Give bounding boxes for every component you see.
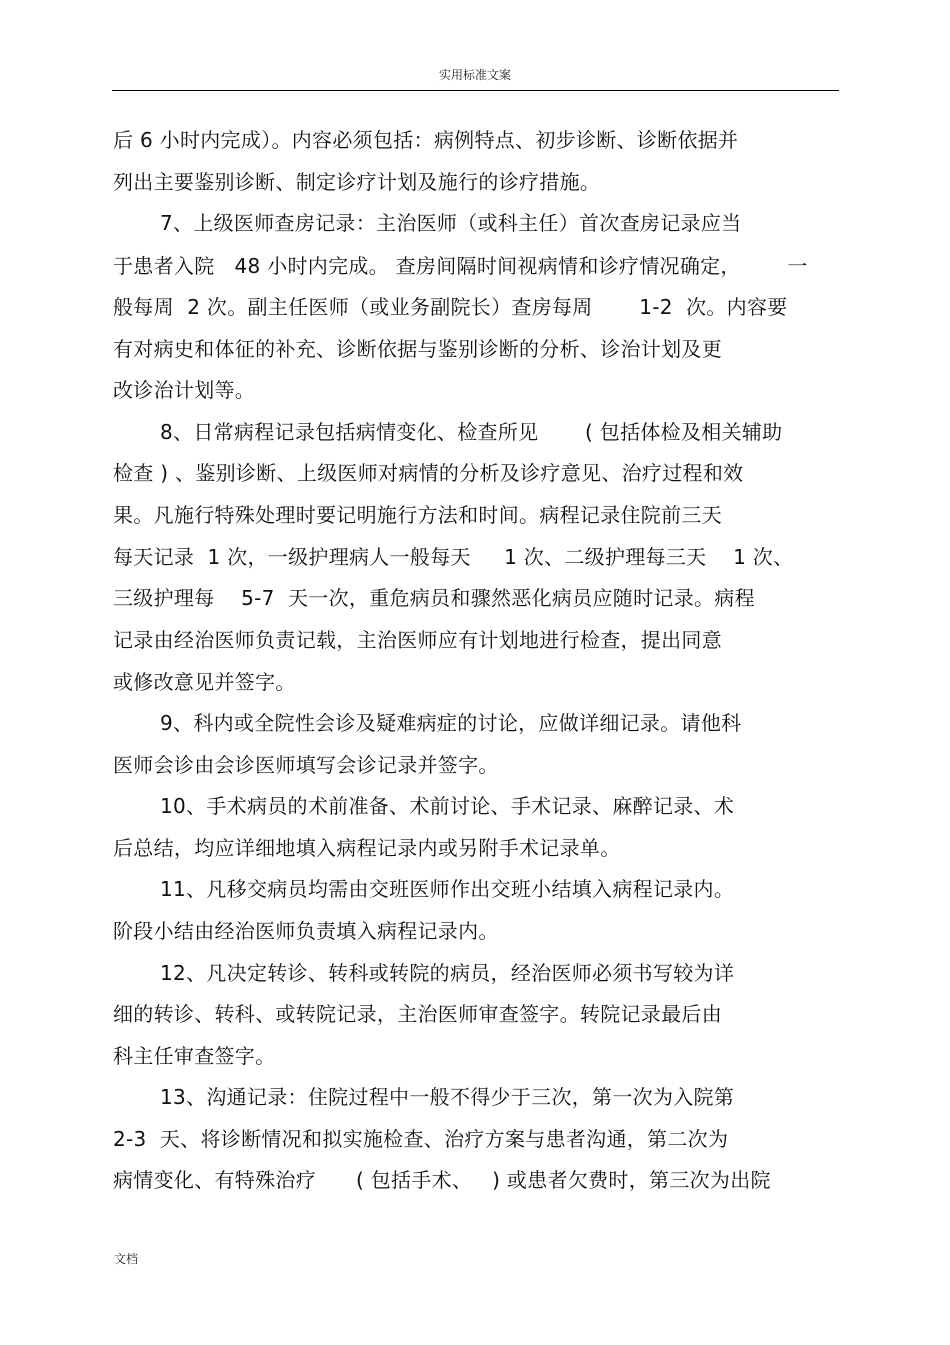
text-line: 9、科内或全院性会诊及疑难病症的讨论，应做详细记录。请他科 bbox=[160, 711, 742, 735]
header-divider bbox=[112, 90, 839, 91]
text-line: 11、凡移交病员均需由交班医师作出交班小结填入病程记录内。 bbox=[160, 877, 735, 901]
text-line: 阶段小结由经治医师负责填入病程记录内。 bbox=[113, 919, 499, 943]
text-line: 般每周 2 次。副主任医师（或业务副院长）查房每周 1-2 次。内容要 bbox=[113, 295, 788, 319]
text-line: 后总结，均应详细地填入病程记录内或另附手术记录单。 bbox=[113, 836, 621, 860]
text-line: 每天记录 1 次，一级护理病人一般每天 1 次、二级护理每三天 1 次、 bbox=[113, 545, 794, 569]
text-line: 8、日常病程记录包括病情变化、检查所见 ( 包括体检及相关辅助 bbox=[160, 420, 783, 444]
text-line: 改诊治计划等。 bbox=[113, 378, 256, 402]
text-line: 果。凡施行特殊处理时要记明施行方法和时间。病程记录住院前三天 bbox=[113, 503, 722, 527]
text-line: 细的转诊、转科、或转院记录，主治医师审查签字。转院记录最后由 bbox=[113, 1002, 722, 1026]
text-line: 科主任审查签字。 bbox=[113, 1044, 276, 1068]
page-footer: 文档 bbox=[114, 1252, 139, 1266]
text-line: 或修改意见并签字。 bbox=[113, 670, 296, 694]
text-line: 列出主要鉴别诊断、制定诊疗计划及施行的诊疗措施。 bbox=[113, 170, 601, 194]
text-line: 13、沟通记录：住院过程中一般不得少于三次，第一次为入院第 bbox=[160, 1085, 735, 1109]
text-line: 三级护理每 5-7 天一次，重危病员和骤然恶化病员应随时记录。病程 bbox=[113, 586, 755, 610]
text-line: 7、上级医师查房记录：主治医师（或科主任）首次查房记录应当 bbox=[160, 211, 742, 235]
text-line: 病情变化、有特殊治疗 ( 包括手术、 ) 或患者欠费时，第三次为出院 bbox=[113, 1168, 771, 1192]
text-line: 于患者入院 48 小时内完成。 查房间隔时间视病情和诊疗情况确定， 一 bbox=[113, 254, 808, 278]
text-line: 记录由经治医师负责记载，主治医师应有计划地进行检查，提出同意 bbox=[113, 628, 722, 652]
text-line: 10、手术病员的术前准备、术前讨论、手术记录、麻醉记录、术 bbox=[160, 794, 735, 818]
text-line: 医师会诊由会诊医师填写会诊记录并签字。 bbox=[113, 753, 499, 777]
text-line: 后 6 小时内完成）。内容必须包括：病例特点、初步诊断、诊断依据并 bbox=[113, 128, 739, 152]
text-line: 有对病史和体征的补充、诊断依据与鉴别诊断的分析、诊治计划及更 bbox=[113, 337, 722, 361]
page-header: 实用标准文案 bbox=[438, 68, 511, 82]
text-line: 12、凡决定转诊、转科或转院的病员，经治医师必须书写较为详 bbox=[160, 961, 735, 985]
text-line: 检查 ) 、鉴别诊断、上级医师对病情的分析及诊疗意见、治疗过程和效 bbox=[113, 461, 744, 485]
text-line: 2-3 天、将诊断情况和拟实施检查、治疗方案与患者沟通，第二次为 bbox=[113, 1127, 729, 1151]
